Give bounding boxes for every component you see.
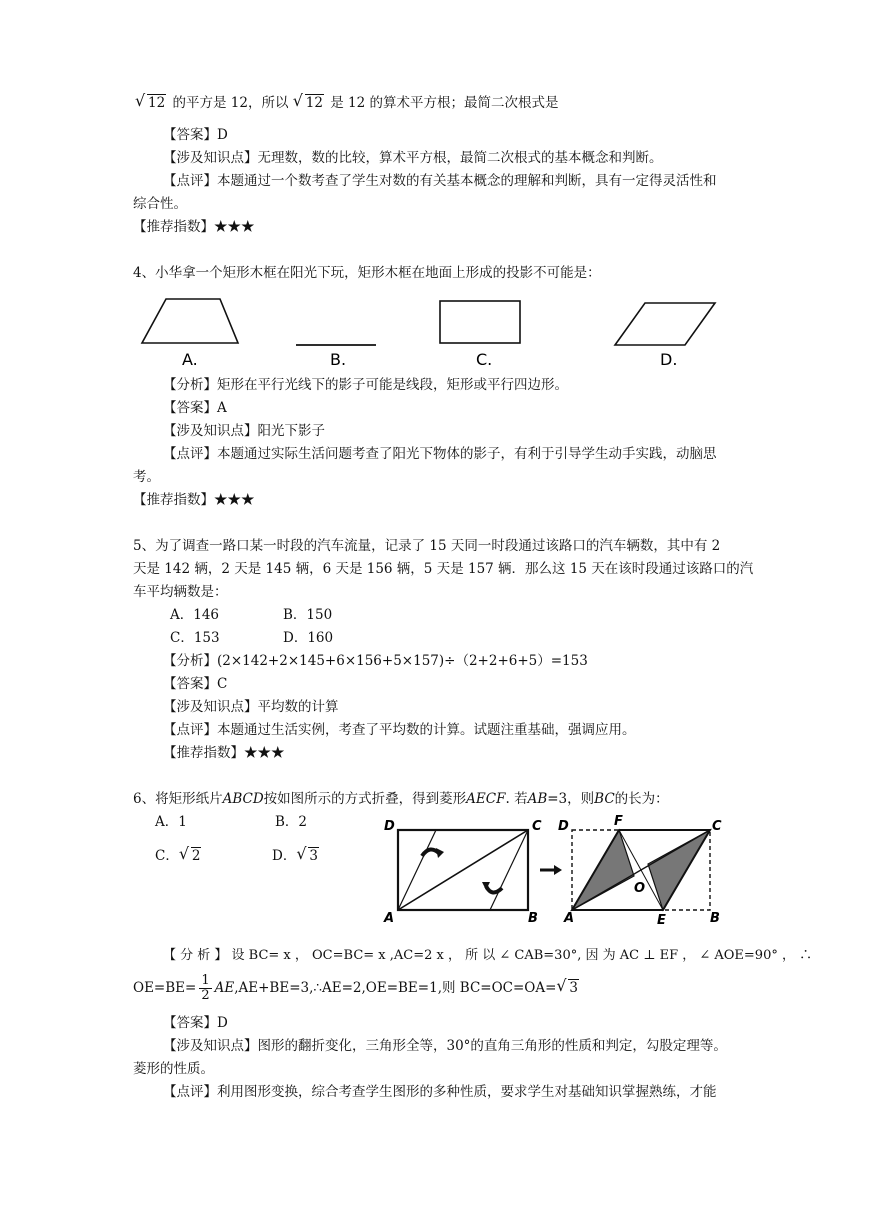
q4-option-b-label: B. xyxy=(330,350,347,369)
q4-rating: 【推荐指数】★★★ xyxy=(133,492,255,508)
fold-arrow-bottom-icon xyxy=(486,886,502,893)
q6-option-b: B．2 xyxy=(275,814,308,830)
q3-knowledge: 【涉及知识点】无理数，数的比较，算术平方根，最简二次根式的基本概念和判断。 xyxy=(163,150,663,166)
q6-ab: AB xyxy=(527,791,548,807)
q4-knowledge: 【涉及知识点】阳光下影子 xyxy=(163,423,325,439)
shaded-triangle-left xyxy=(572,830,634,910)
q5-option-d: D．160 xyxy=(283,630,334,646)
label-a-right: A xyxy=(564,911,575,926)
q6-analysis-pre: OE=BE= xyxy=(133,980,197,996)
transform-arrowhead-icon xyxy=(554,865,562,875)
sqrt-3: √ 3 xyxy=(296,846,319,866)
q6-option-d-label: D． xyxy=(272,848,297,864)
q6-comment: 【点评】利用图形变换，综合考查学生图形的多种性质，要求学生对基础知识掌握熟练，才能 xyxy=(163,1084,717,1100)
q6-stem-pre: 6、将矩形纸片 xyxy=(133,791,223,807)
shaded-triangle-right xyxy=(648,830,710,910)
label-a-left: A xyxy=(384,911,395,926)
q3-comment-line2: 综合性。 xyxy=(133,196,187,212)
q6-analysis-ae: AE xyxy=(214,980,235,996)
q3-rating: 【推荐指数】★★★ xyxy=(133,219,255,235)
label-c-left: C xyxy=(532,819,542,834)
q6-stem-mid2: . 若 xyxy=(505,791,528,807)
sqrt-12-second: √ 12 xyxy=(293,93,324,113)
q6-option-a: A．1 xyxy=(155,814,187,830)
q4-options-figure xyxy=(130,293,770,373)
label-f-right: F xyxy=(614,814,623,829)
q4-comment-line2: 考。 xyxy=(133,469,160,485)
q6-analysis-line2 xyxy=(133,972,581,1004)
intro-text-2: 是 12 的算术平方根；最简二次根式是 xyxy=(330,95,559,111)
label-e-right: E xyxy=(657,913,666,927)
q4-stem: 4、小华拿一个矩形木框在阳光下玩，矩形木框在地面上形成的投影不可能是： xyxy=(133,265,601,281)
fraction-one-half: $\frac{1}{2}$ xyxy=(201,973,210,1003)
q6-option-c-label: C． xyxy=(155,848,179,864)
q5-rating: 【推荐指数】★★★ xyxy=(163,745,285,761)
sqrt-3-analysis: √ 3 xyxy=(556,972,579,1004)
q5-stem-line1: 5、为了调查一路口某一时段的汽车流量，记录了 15 天同一时段通过该路口的汽车辆数，其中有 2 xyxy=(133,538,721,554)
q6-knowledge-line2: 菱形的性质。 xyxy=(133,1061,214,1077)
intro-line xyxy=(135,93,559,113)
q6-answer: 【答案】D xyxy=(163,1015,228,1031)
q5-answer: 【答案】C xyxy=(163,676,228,692)
q6-abcd: ABCD xyxy=(222,791,264,807)
q6-option-c xyxy=(155,846,203,866)
q4-option-d-label: D. xyxy=(660,350,678,369)
q5-comment: 【点评】本题通过生活实例，考查了平均数的计算。试题注重基础，强调应用。 xyxy=(163,722,636,738)
label-d-left: D xyxy=(384,819,395,834)
q5-option-a: A．146 xyxy=(170,607,220,623)
sqrt-12: √ 12 xyxy=(135,93,166,113)
q6-analysis-line1: 【 分 析 】 设 BC= x ， OC=BC= x ,AC=2 x ， 所 以 ∠ CAB=30°, 因 为 AC ⊥ EF ， ∠ AOE=90° ， ∴ xyxy=(163,948,813,963)
trapezoid-shape xyxy=(142,299,238,343)
q5-knowledge: 【涉及知识点】平均数的计算 xyxy=(163,699,339,715)
q6-analysis-post: ,AE+BE=3,∴AE=2,OE=BE=1,则 BC=OC=OA= xyxy=(234,980,557,996)
rectangle-shape xyxy=(440,301,520,343)
q4-answer: 【答案】A xyxy=(163,400,227,416)
q6-stem-mid3: =3，则 xyxy=(547,791,595,807)
q3-answer: 【答案】D xyxy=(163,127,228,143)
label-o-right: O xyxy=(634,881,646,896)
label-b-right: B xyxy=(710,911,720,926)
q5-option-b: B．150 xyxy=(283,607,333,623)
q3-comment-line1: 【点评】本题通过一个数考查了学生对数的有关基本概念的理解和判断，具有一定得灵活性和 xyxy=(163,173,717,189)
q5-stem-line2: 天是 142 辆，2 天是 145 辆，6 天是 156 辆，5 天是 157 辆．那么这 15 天在该时段通过该路口的汽 xyxy=(133,561,754,577)
label-c-right: C xyxy=(712,819,722,834)
q6-stem-mid: 按如图所示的方式折叠，得到菱形 xyxy=(263,791,467,807)
q6-fold-figure xyxy=(378,812,728,927)
q6-aecf: AECF xyxy=(466,791,506,807)
intro-text-1: 的平方是 12，所以 xyxy=(172,95,289,111)
q5-option-c: C．153 xyxy=(170,630,220,646)
q6-knowledge-line1: 【涉及知识点】图形的翻折变化，三角形全等，30°的直角三角形的性质和判定，勾股定理等。 xyxy=(163,1038,727,1054)
sqrt-2: √ 2 xyxy=(179,846,202,866)
label-b-left: B xyxy=(528,911,538,926)
q6-stem-end: 的长为： xyxy=(614,791,669,807)
q4-option-c-label: C. xyxy=(476,350,493,369)
label-d-right: D xyxy=(558,819,569,834)
q5-analysis: 【分析】(2×142+2×145+6×156+5×157)÷（2+2+6+5）=153 xyxy=(163,653,588,669)
q6-bc: BC xyxy=(594,791,615,807)
q6-option-d xyxy=(272,846,321,866)
parallelogram-shape xyxy=(615,303,715,345)
q4-option-a-label: A. xyxy=(182,350,198,369)
q6-stem xyxy=(133,789,669,809)
q4-analysis: 【分析】矩形在平行光线下的影子可能是线段，矩形或平行四边形。 xyxy=(163,377,568,393)
fold-arrowhead-top-icon xyxy=(436,848,444,858)
q4-comment-line1: 【点评】本题通过实际生活问题考查了阳光下物体的影子，有利于引导学生动手实践，动脑思 xyxy=(163,446,717,462)
q5-stem-line3: 车平均辆数是： xyxy=(133,584,228,600)
